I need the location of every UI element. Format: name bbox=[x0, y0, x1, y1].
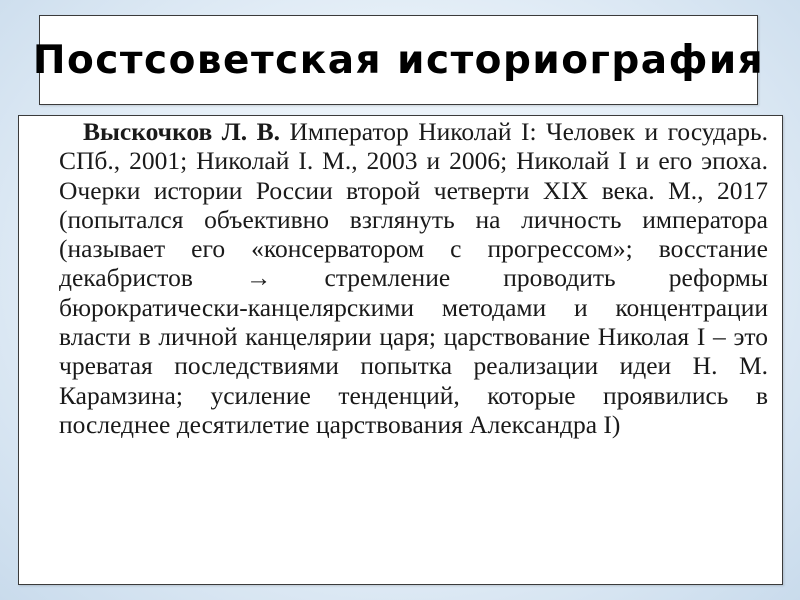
title-box bbox=[32, 15, 765, 105]
author-name: Выскочков Л. В. bbox=[83, 117, 281, 146]
slide-title: Постсоветская историография bbox=[32, 37, 765, 83]
content-box bbox=[18, 115, 783, 585]
body-paragraph bbox=[59, 117, 768, 439]
body-text: Император Николай I: Человек и государь. СПб., 2001; Николай I. М., 2003 и 2006; Николай I и его эпоха. Очерки истории России второй четверти XIX века. М., 2017 (попытался объективно взглянуть на личность императора (называет его «консерватором с прогрессом»; восстание декабристов → стремление проводить реформы бюрократически-канцелярскими методами и концентрации власти в личной канцелярии царя; царствование Николая I – это чреватая последствиями попытка реализации идеи Н. М. Карамзина; усиление тенденций, которые проявились в последнее десятилетие царствования Александра I) bbox=[59, 117, 768, 439]
